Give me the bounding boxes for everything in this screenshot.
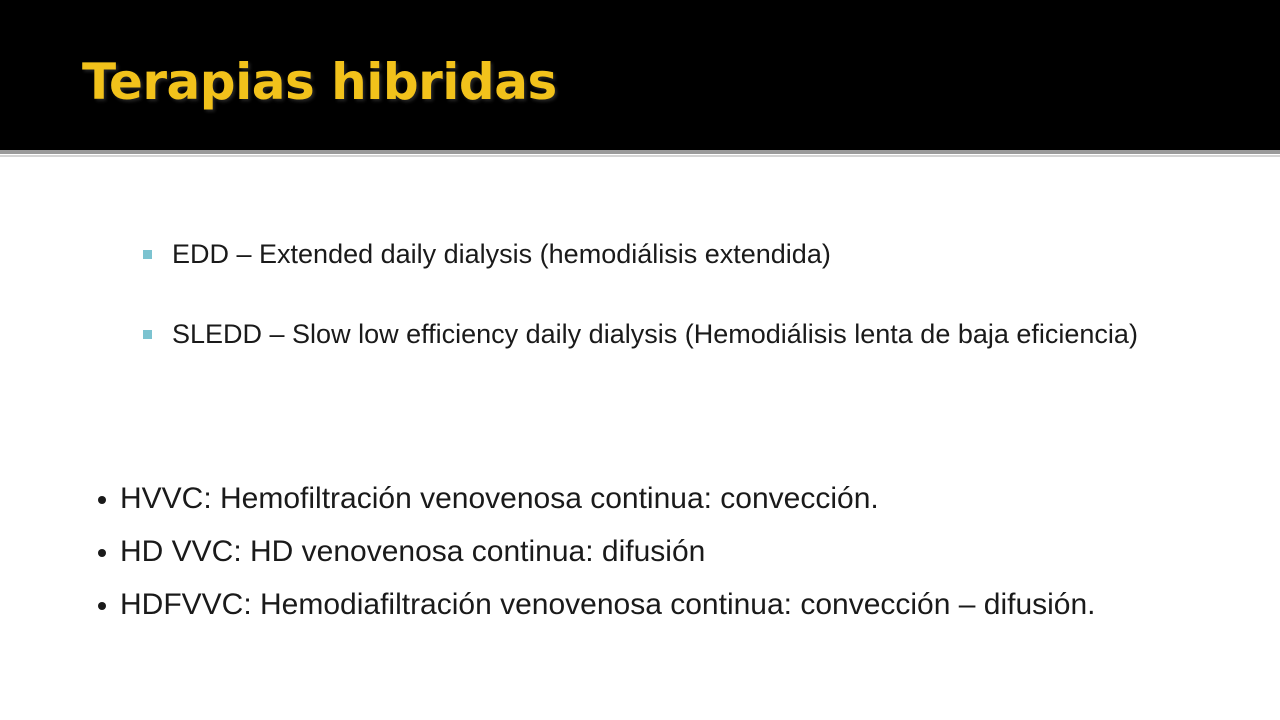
slide-title: Terapias hibridas xyxy=(82,53,557,111)
list-item xyxy=(96,533,1216,571)
dot-bullet-icon xyxy=(98,602,106,610)
list-item-text: HDFVVC: Hemodiafiltración venovenosa continua: convección – difusión. xyxy=(120,588,1096,621)
list-item-text: HD VVC: HD venovenosa continua: difusión xyxy=(120,535,706,568)
square-bullet-list xyxy=(142,238,1182,398)
list-item xyxy=(96,480,1216,518)
list-item-text: SLEDD – Slow low efficiency daily dialysis (Hemodiálisis lenta de baja eficiencia) xyxy=(172,319,1138,349)
square-bullet-icon xyxy=(143,250,152,259)
list-item-text: EDD – Extended daily dialysis (hemodiálisis extendida) xyxy=(172,239,831,269)
title-bar xyxy=(0,0,1280,150)
list-item-text: HVVC: Hemofiltración venovenosa continua: convección. xyxy=(120,482,879,515)
dot-bullet-icon xyxy=(98,496,106,504)
list-item xyxy=(142,238,1182,271)
square-bullet-icon xyxy=(143,330,152,339)
dot-bullet-icon xyxy=(98,549,106,557)
title-divider xyxy=(0,150,1280,154)
dot-bullet-list xyxy=(96,480,1216,639)
list-item xyxy=(142,318,1182,351)
list-item xyxy=(96,586,1216,624)
title-divider-light xyxy=(0,155,1280,157)
